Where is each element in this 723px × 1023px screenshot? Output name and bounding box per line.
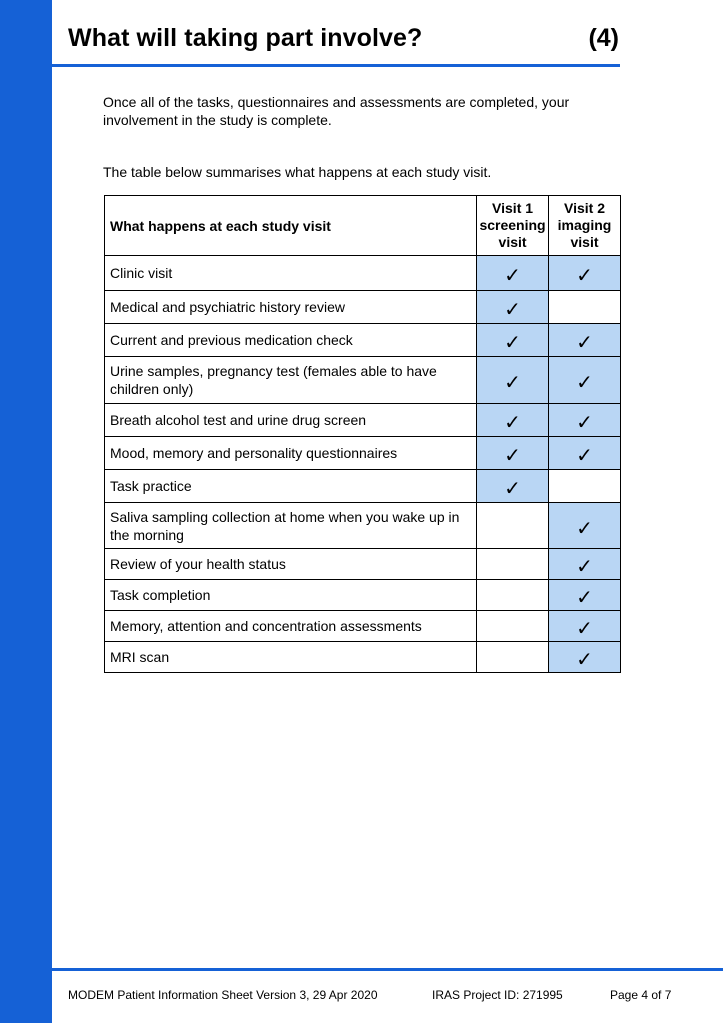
table-row bbox=[105, 291, 621, 324]
activity-cell: Task completion bbox=[105, 580, 477, 611]
visit2-cell bbox=[549, 470, 621, 503]
check-mark-icon: ✓ bbox=[576, 410, 593, 434]
visit1-cell bbox=[477, 256, 549, 291]
visit1-cell bbox=[477, 404, 549, 437]
footer-project-id: IRAS Project ID: 271995 bbox=[432, 988, 563, 1002]
visit1-sub-1: screening bbox=[479, 217, 546, 233]
activity-cell: Review of your health status bbox=[105, 549, 477, 580]
visit2-cell bbox=[549, 291, 621, 324]
visit2-cell bbox=[549, 642, 621, 673]
header-visit-2 bbox=[549, 196, 621, 256]
visit1-cell bbox=[477, 357, 549, 404]
visit2-cell bbox=[549, 324, 621, 357]
visit2-sub-1: imaging bbox=[557, 217, 612, 233]
table-row bbox=[105, 503, 621, 549]
check-mark-icon: ✓ bbox=[576, 443, 593, 467]
activity-cell: Medical and psychiatric history review bbox=[105, 291, 477, 324]
table-row bbox=[105, 642, 621, 673]
study-visit-table bbox=[104, 195, 621, 673]
visit1-cell bbox=[477, 470, 549, 503]
section-number: (4) bbox=[588, 24, 619, 52]
title-divider bbox=[52, 64, 620, 67]
header-activity: What happens at each study visit bbox=[105, 196, 477, 256]
visit1-cell bbox=[477, 291, 549, 324]
table-row bbox=[105, 256, 621, 291]
visit2-cell bbox=[549, 580, 621, 611]
check-mark-icon: ✓ bbox=[576, 370, 593, 394]
intro-paragraph: Once all of the tasks, questionnaires and assessments are completed, your involvement in the study is complete. bbox=[103, 94, 570, 128]
check-mark-icon: ✓ bbox=[504, 330, 521, 354]
visit2-cell bbox=[549, 549, 621, 580]
check-mark-icon: ✓ bbox=[504, 370, 521, 394]
page-title: What will taking part involve? bbox=[68, 24, 423, 52]
table-intro: The table below summarises what happens at each study visit. bbox=[103, 164, 492, 180]
table-header-row bbox=[105, 196, 621, 256]
visit2-cell bbox=[549, 404, 621, 437]
visit1-cell bbox=[477, 503, 549, 549]
activity-cell: MRI scan bbox=[105, 642, 477, 673]
activity-cell: Clinic visit bbox=[105, 256, 477, 291]
visit2-cell bbox=[549, 503, 621, 549]
check-mark-icon: ✓ bbox=[576, 330, 593, 354]
table-row bbox=[105, 357, 621, 404]
activity-cell: Current and previous medication check bbox=[105, 324, 477, 357]
check-mark-icon: ✓ bbox=[576, 585, 593, 609]
table-row bbox=[105, 437, 621, 470]
check-mark-icon: ✓ bbox=[576, 515, 593, 540]
activity-cell: Urine samples, pregnancy test (females able to have children only) bbox=[105, 357, 477, 404]
check-mark-icon: ✓ bbox=[576, 616, 593, 640]
visit1-name: Visit 1 bbox=[492, 200, 534, 216]
footer-divider bbox=[52, 968, 723, 971]
visit2-sub-2: visit bbox=[570, 234, 599, 250]
footer-page-number: Page 4 of 7 bbox=[610, 988, 672, 1002]
table-row bbox=[105, 611, 621, 642]
visit1-sub-2: visit bbox=[498, 234, 527, 250]
visit2-cell bbox=[549, 357, 621, 404]
check-mark-icon: ✓ bbox=[576, 554, 593, 578]
check-mark-icon: ✓ bbox=[504, 297, 521, 321]
activity-cell: Task practice bbox=[105, 470, 477, 503]
table-row bbox=[105, 324, 621, 357]
visit1-cell bbox=[477, 580, 549, 611]
activity-cell: Breath alcohol test and urine drug screen bbox=[105, 404, 477, 437]
header-visit-1 bbox=[477, 196, 549, 256]
check-mark-icon: ✓ bbox=[504, 410, 521, 434]
footer-document: MODEM Patient Information Sheet Version 3, 29 Apr 2020 bbox=[68, 988, 378, 1002]
visit1-cell bbox=[477, 642, 549, 673]
visit1-cell bbox=[477, 437, 549, 470]
visit2-cell bbox=[549, 437, 621, 470]
activity-cell: Mood, memory and personality questionnaires bbox=[105, 437, 477, 470]
table-row bbox=[105, 470, 621, 503]
check-mark-icon: ✓ bbox=[504, 476, 521, 500]
visit1-cell bbox=[477, 611, 549, 642]
table-row bbox=[105, 549, 621, 580]
activity-cell: Saliva sampling collection at home when you wake up in the morning bbox=[105, 503, 477, 549]
visit2-name: Visit 2 bbox=[564, 200, 606, 216]
table-row bbox=[105, 580, 621, 611]
activity-cell: Memory, attention and concentration assessments bbox=[105, 611, 477, 642]
table-row bbox=[105, 404, 621, 437]
check-mark-icon: ✓ bbox=[504, 443, 521, 467]
visit2-cell bbox=[549, 256, 621, 291]
check-mark-icon: ✓ bbox=[576, 647, 593, 671]
visit1-cell bbox=[477, 324, 549, 357]
check-mark-icon: ✓ bbox=[576, 263, 593, 287]
table-body bbox=[105, 256, 621, 673]
side-color-bar bbox=[0, 0, 52, 1023]
visit1-cell bbox=[477, 549, 549, 580]
check-mark-icon: ✓ bbox=[504, 263, 521, 287]
visit2-cell bbox=[549, 611, 621, 642]
